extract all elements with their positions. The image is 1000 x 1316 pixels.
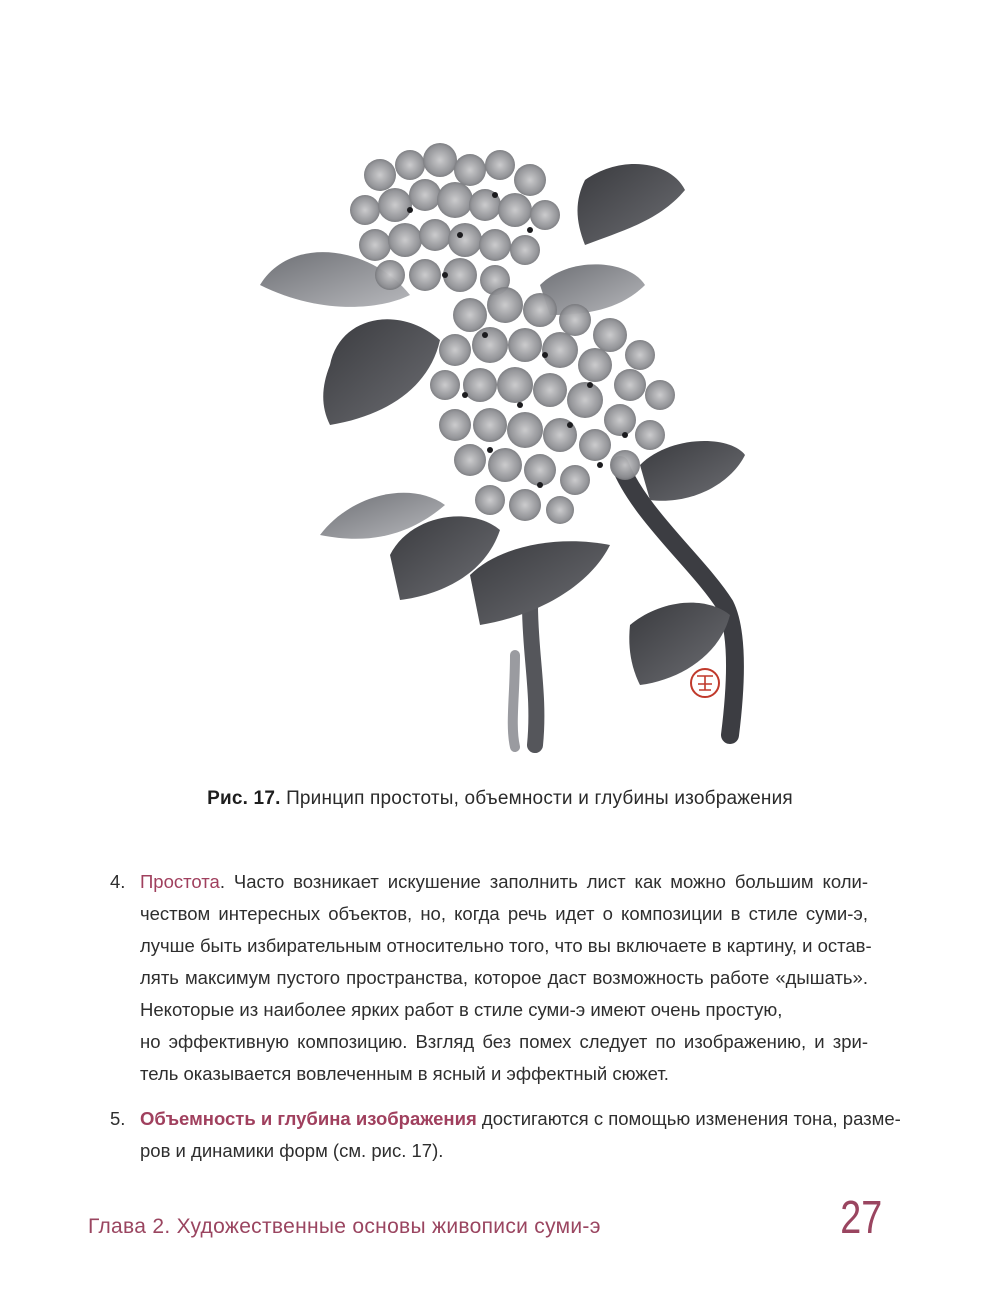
flower-cluster-upper	[350, 143, 560, 295]
figure-label: Рис. 17.	[207, 788, 281, 809]
text-line: тель оказывается вовлеченным в ясный и эффектный сюжет.	[140, 1063, 669, 1084]
list-item-number: 5.	[110, 1108, 126, 1129]
text-line: Простота. Часто возникает искушение заполнить лист как можно большим коли-	[140, 871, 868, 892]
list-item-volume-depth	[110, 1103, 901, 1167]
text-line: лучше быть избирательным относительно того, что вы включаете в картину, и остав-	[140, 935, 872, 956]
hydrangea-illustration	[230, 135, 770, 755]
hydrangea-ink-painting	[230, 135, 770, 755]
text-line: ров и динамики форм (см. рис. 17).	[140, 1140, 444, 1161]
page-number: 27	[840, 1191, 882, 1243]
text-line: Объемность и глубина изображения достигаются с помощью изменения тона, разме-	[140, 1108, 901, 1129]
list-item-simplicity	[110, 866, 872, 1090]
text-line: чеством интересных объектов, но, когда речь идет о композиции в стиле суми-э,	[140, 903, 868, 924]
figure-caption-text: Принцип простоты, объемности и глубины изображения	[286, 788, 793, 809]
term-volume-depth: Объемность и глубина изображения	[140, 1108, 477, 1129]
artist-seal	[691, 669, 719, 697]
figure-caption	[0, 788, 1000, 810]
text-line: лять максимум пустого пространства, которое даст возможность работе «дышать».	[140, 967, 868, 988]
text-line: Некоторые из наиболее ярких работ в стиле суми-э имеют очень простую,	[140, 999, 783, 1020]
list-item-number: 4.	[110, 871, 126, 892]
text-line: но эффективную композицию. Взгляд без помех следует по изображению, и зри-	[140, 1031, 868, 1052]
term-simplicity: Простота	[140, 871, 220, 892]
chapter-title: Глава 2. Художественные основы живописи суми-э	[88, 1215, 601, 1238]
